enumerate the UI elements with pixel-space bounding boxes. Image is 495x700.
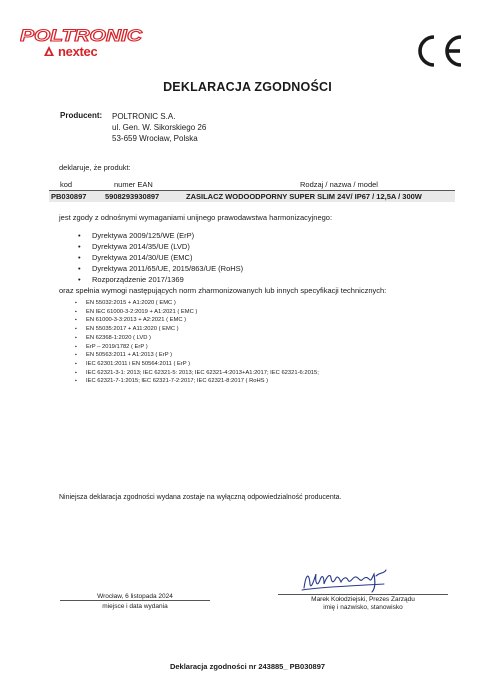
standard-item: ▪ EN IEC 61000-3-2:2019 + A1:2021 ( EMC ) xyxy=(75,308,319,317)
producer-label: Producent: xyxy=(60,111,103,120)
product-ean: 5908293930897 xyxy=(105,192,160,201)
header-code: kod xyxy=(60,180,73,189)
standard-item: ▪ IEC 62321-7-1:2015; IEC 62321-7-2:2017; IEC 62321-8:2017 ( RoHS ) xyxy=(75,377,319,386)
poltronic-logo xyxy=(20,26,144,44)
producer-city: 53-659 Wrocław, Polska xyxy=(112,134,198,143)
standard-item: ▪ ErP – 2019/1782 ( ErP ) xyxy=(75,343,319,352)
standards-list xyxy=(75,299,319,386)
place-date: Wrocław, 6 listopada 2024 xyxy=(97,593,173,600)
directive-item: • Dyrektywa 2014/35/UE (LVD) xyxy=(78,241,243,252)
standard-item: ▪ EN 55035:2017 + A11:2020 ( EMC ) xyxy=(75,325,319,334)
standard-item: ▪ EN 50563:2011 + A1:2013 ( ErP ) xyxy=(75,351,319,360)
document-title: DEKLARACJA ZGODNOŚCI xyxy=(163,80,332,94)
directive-item: • Rozporządzenie 2017/1369 xyxy=(78,274,243,285)
header-name: Rodzaj / nazwa / model xyxy=(300,180,378,189)
nextec-logo xyxy=(44,44,97,58)
declares-text: deklaruje, że produkt: xyxy=(59,163,131,172)
place-date-caption: miejsce i data wydania xyxy=(102,603,168,610)
standard-item: ▪ EN 61000-3-3:2013 + A2:2021 ( EMC ) xyxy=(75,316,319,325)
place-date-line xyxy=(60,600,210,601)
handwritten-signature xyxy=(300,566,390,594)
standard-item: ▪ EN 55032:2015 + A1:2020 ( EMC ) xyxy=(75,299,319,308)
signatory-line xyxy=(278,594,448,595)
producer-street: ul. Gen. W. Sikorskiego 26 xyxy=(112,123,207,132)
compliance-intro: jest zgody z odnośnymi wymaganiami unijnego prawodawstwa harmonizacyjnego: xyxy=(59,213,333,222)
header-ean: numer EAN xyxy=(114,180,153,189)
signatory-caption: imię i nazwisko, stanowisko xyxy=(323,604,403,611)
producer-name: POLTRONIC S.A. xyxy=(112,112,176,121)
standard-item: ▪ IEC 62301:2011 i EN 50564:2011 ( ErP ) xyxy=(75,360,319,369)
nextec-triangle-icon xyxy=(44,46,54,56)
standards-intro: oraz spełnia wymogi następujących norm zharmonizowanych lub innych specyfikacji technicznych: xyxy=(59,286,387,295)
declaration-number: Deklaracja zgodności nr 243885_ PB030897 xyxy=(169,662,326,671)
producer-address xyxy=(112,111,206,144)
signatory-name: Marek Kołodziejski, Prezes Zarządu xyxy=(311,596,415,603)
product-name: ZASILACZ WODOODPORNY SUPER SLIM 24V/ IP67 / 12,5A / 300W xyxy=(186,192,422,201)
directive-item: • Dyrektywa 2011/65/UE, 2015/863/UE (RoHS) xyxy=(78,263,243,274)
standard-item: ▪ EN 62368-1:2020 ( LVD ) xyxy=(75,334,319,343)
directive-list xyxy=(78,230,243,285)
directive-item: • Dyrektywa 2009/125/WE (ErP) xyxy=(78,230,243,241)
directive-item: • Dyrektywa 2014/30/UE (EMC) xyxy=(78,252,243,263)
product-code: PB030897 xyxy=(51,192,87,201)
responsibility-note: Niniejsza deklaracja zgodności wydana zostaje na wyłączną odpowiedzialność producenta. xyxy=(59,494,342,501)
nextec-logo-text: nextec xyxy=(58,43,98,59)
standard-item: ▪ IEC 62321-3-1: 2013; IEC 62321-5: 2013; IEC 62321-4:2013+A1:2017; IEC 62321-6:2015; xyxy=(75,369,319,378)
ce-mark-icon xyxy=(414,34,466,68)
poltronic-logo-text: POLTRONIC xyxy=(20,26,143,44)
